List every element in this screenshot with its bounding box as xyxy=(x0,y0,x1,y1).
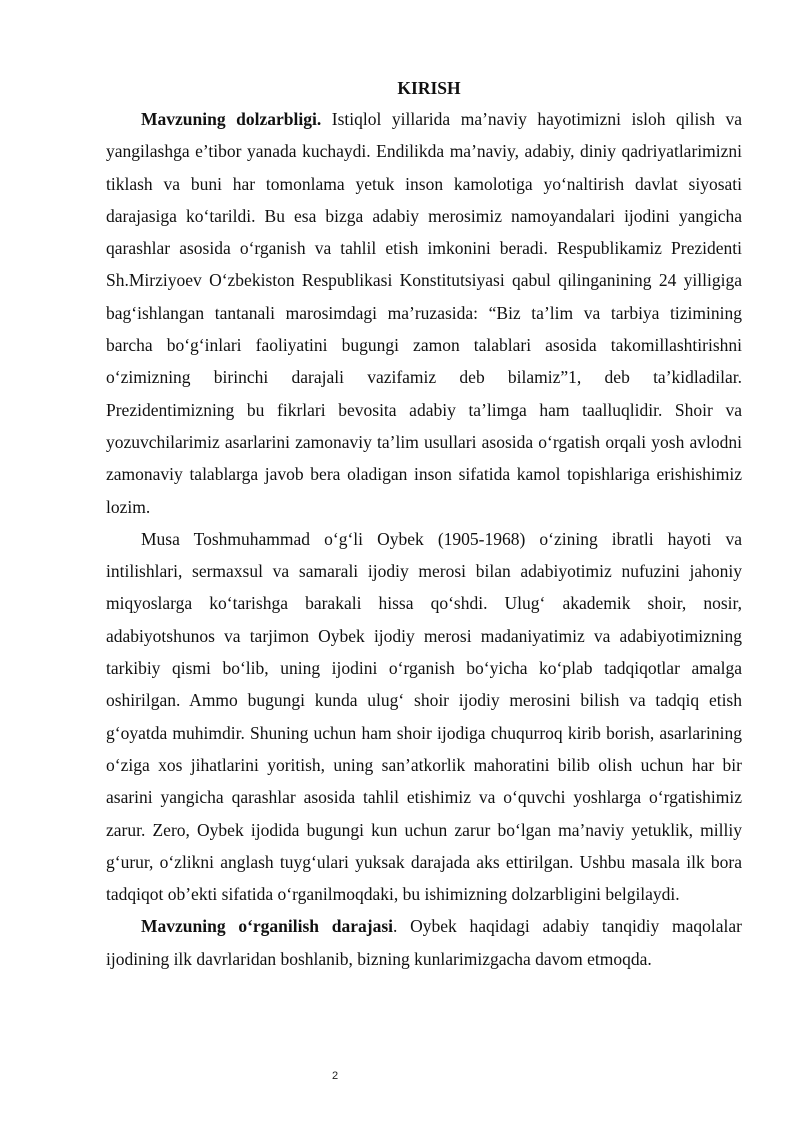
paragraph-oybek xyxy=(106,523,742,911)
paragraph-lead: Mavzuning dolzarbligi. xyxy=(141,109,322,129)
paragraph-relevance xyxy=(106,103,742,523)
paragraph-study-level xyxy=(106,910,742,975)
page-content xyxy=(106,74,742,975)
paragraph-lead: Mavzuning o‘rganilish darajasi xyxy=(141,916,394,937)
paragraph-text: Istiqlol yillarida ma’naviy hayotimizni isloh qilish va yangilashga e’tibor yanada kuchaydi. Endilikda ma’naviy, adabiy, diniy qadriyatlarimizni tiklash va buni har tomonlama yetuk inson kamolotiga yo‘naltirish davlat siyosati darajasiga ko‘tarildi. Bu esa bizga adabiy merosimiz namoyandalari ijodini yangicha qarashlar asosida o‘rganish va tahlil etish imkonini beradi. Respublikamiz Prezidenti Sh.Mirziyoev O‘zbekiston Respublikasi Konstitutsiyasi qabul qilinganining 24 yilligiga bag‘ishlangan tantanali marosimdagi ma’ruzasida: “Biz ta’lim va tarbiya tizimining barcha bo‘g‘inlari faoliyatini bugungi zamon talablari asosida takomillashtirishni o‘zimizning birinchi darajali vazifamiz deb bilamiz”1, deb ta’kidladilar. Prezidentimizning bu fikrlari bevosita adabiy ta’limga ham taalluqlidir. Shoir va yozuvchilarimiz asarlarini zamonaviy ta’lim usullari asosida o‘rgatish orqali yosh avlodni zamonaviy talablarga javob bera oladigan inson sifatida kamol topishlariga erishishimiz lozim. xyxy=(106,109,743,517)
paragraph-text: Musa Toshmuhammad o‘g‘li Oybek (1905-1968) o‘zining ibratli hayoti va intilishlari, sermaxsul va samarali ijodiy merosi bilan adabiyotimiz nufuzini jahoniy miqyoslarga ko‘tarishga barakali hissa qo‘shdi. Ulug‘ akademik shoir, nosir, adabiyotshunos va tarjimon Oybek ijodiy merosi madaniyatimiz va adabiyotimizning tarkibiy qismi bo‘lib, uning ijodini o‘rganish bo‘yicha ko‘plab tadqiqotlar amalga oshirilgan. Ammo bugungi kunda ulug‘ shoir ijodiy merosini bilish va tadqiq etish g‘oyatda muhimdir. Shuning uchun ham shoir ijodiga chuqurroq kirib borish, asarlarining o‘ziga xos jihatlarini yoritish, uning san’atkorlik mahoratini bilib olish uchun har bir asarini yangicha qarashlar asosida tahlil etishimiz va o‘quvchi yoshlarga o‘rgatishimiz zarur. Zero, Oybek ijodida bugungi kun uchun zarur bo‘lgan ma’naviy yetuklik, milliy g‘urur, o‘zlikni anglash tuyg‘ulari yuksak darajada aks ettirilgan. Ushbu masala ilk bora tadqiqot ob’ekti sifatida o‘rganilmoqdaki, bu ishimizning dolzarbligini belgilaydi. xyxy=(106,528,742,905)
paragraph-text: . Oybek haqidagi adabiy tanqidiy maqolalar ijodining ilk davrlaridan boshlanib, bizning kunlarimizgacha davom etmoqda. xyxy=(106,916,742,969)
section-title: KIRISH xyxy=(397,78,461,98)
page-number: 2 xyxy=(331,1070,339,1082)
